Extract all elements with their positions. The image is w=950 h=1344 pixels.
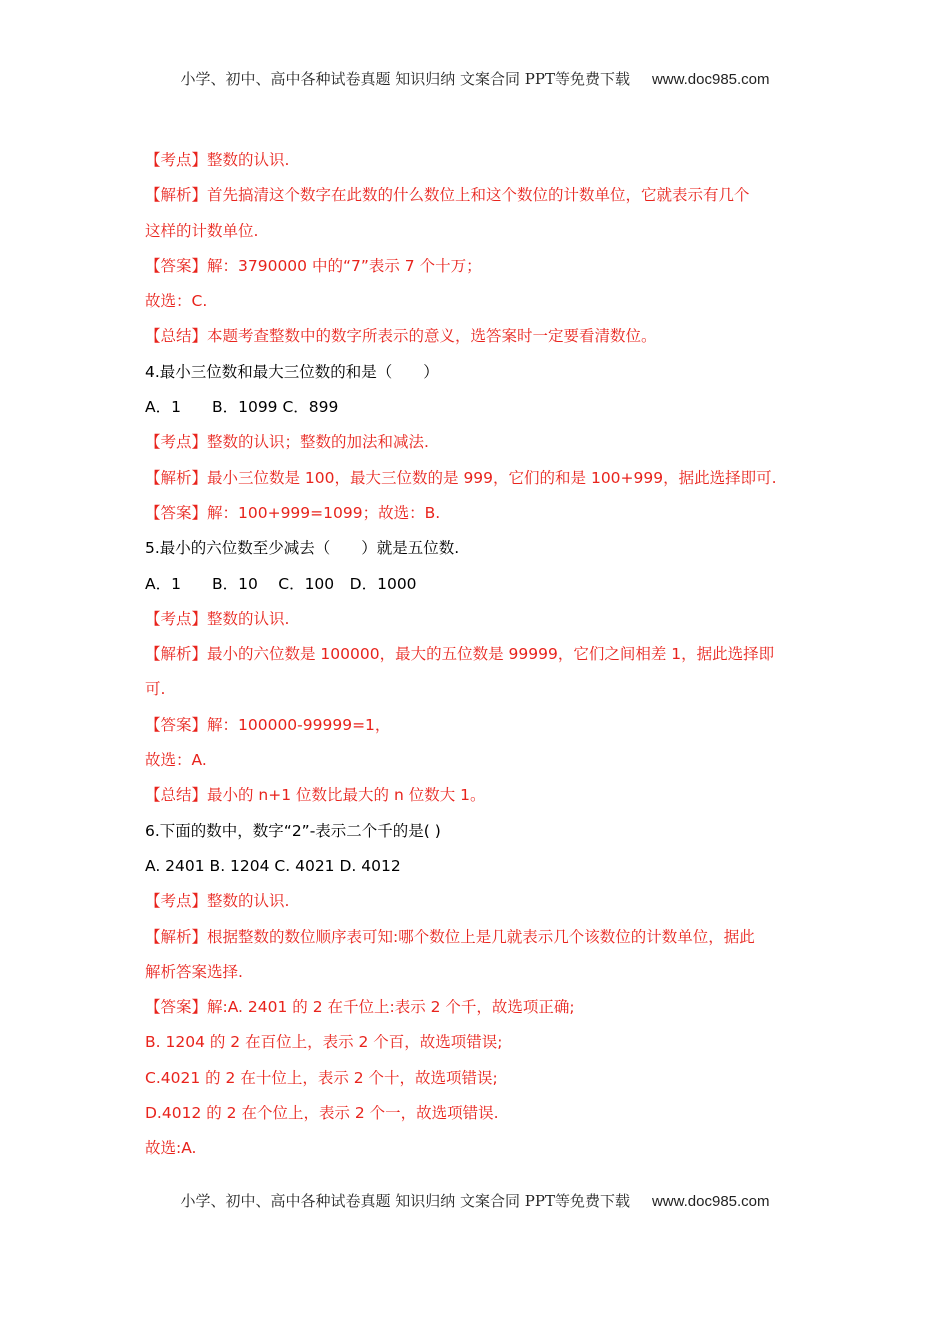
- question-5: 5.最小的六位数至少减去（ ）就是五位数.: [145, 539, 460, 558]
- line-28: D.4012 的 2 在个位上，表示 2 个一，故选项错误.: [145, 1104, 499, 1123]
- question-4: 4.最小三位数和最大三位数的和是（ ）: [145, 362, 439, 381]
- line-2: 【解析】首先搞清这个数字在此数的什么数位上和这个数位的计数单位，它就表示有几个: [145, 186, 750, 205]
- question-6-options: A. 2401 B. 1204 C. 4021 D. 4012: [145, 856, 401, 875]
- line-23: 【解析】根据整数的数位顺序表可知:哪个数位上是几就表示几个该数位的计数单位，据此: [145, 927, 755, 946]
- line-16: 可.: [145, 680, 166, 699]
- line-18: 故选：A.: [145, 751, 207, 770]
- line-14: 【考点】整数的认识.: [145, 609, 290, 628]
- footer-site-link[interactable]: www.doc985.com: [651, 1193, 770, 1210]
- page-header: [0, 68, 950, 89]
- header-text: 小学、初中、高中各种试卷真题 知识归纳 文案合同 PPT等免费下载: [180, 70, 630, 88]
- line-11: 【答案】解：100+999=1099；故选：B.: [145, 503, 441, 522]
- question-5-options: A．1 B．10 C．100 D．1000: [145, 574, 417, 593]
- line-26: B. 1204 的 2 在百位上，表示 2 个百，故选项错误;: [145, 1033, 503, 1052]
- document-body: [145, 143, 810, 1167]
- line-24: 解析答案选择.: [145, 962, 243, 981]
- line-17: 【答案】解：100000-99999=1，: [145, 715, 391, 734]
- line-9: 【考点】整数的认识；整数的加法和减法.: [145, 433, 429, 452]
- line-5: 故选：C.: [145, 292, 208, 311]
- line-10: 【解析】最小三位数是 100，最大三位数的是 999，它们的和是 100+999，据此选择即可.: [145, 468, 777, 487]
- line-29: 故选:A.: [145, 1139, 197, 1158]
- line-1: 【考点】整数的认识.: [145, 151, 290, 169]
- footer-text: 小学、初中、高中各种试卷真题 知识归纳 文案合同 PPT等免费下载: [180, 1192, 630, 1210]
- line-3: 这样的计数单位.: [145, 221, 259, 240]
- line-6: 【总结】本题考查整数中的数字所表示的意义，选答案时一定要看清数位。: [145, 327, 657, 346]
- page-footer: [0, 1190, 950, 1211]
- line-15: 【解析】最小的六位数是 100000，最大的五位数是 99999，它们之间相差 1，据此选择即: [145, 645, 775, 664]
- question-6: 6.下面的数中，数字“2”-表示二个千的是( ): [145, 821, 441, 840]
- line-25: 【答案】解:A. 2401 的 2 在千位上:表示 2 个千，故选项正确;: [145, 998, 575, 1017]
- header-site-link[interactable]: www.doc985.com: [651, 71, 770, 88]
- line-19: 【总结】最小的 n+1 位数比最大的 n 位数大 1。: [145, 786, 486, 805]
- line-4: 【答案】解：3790000 中的“7”表示 7 个十万；: [145, 256, 482, 275]
- question-4-options: A．1 B．1099 C．899: [145, 398, 339, 417]
- line-22: 【考点】整数的认识.: [145, 892, 290, 911]
- line-27: C.4021 的 2 在十位上，表示 2 个十，故选项错误;: [145, 1068, 498, 1087]
